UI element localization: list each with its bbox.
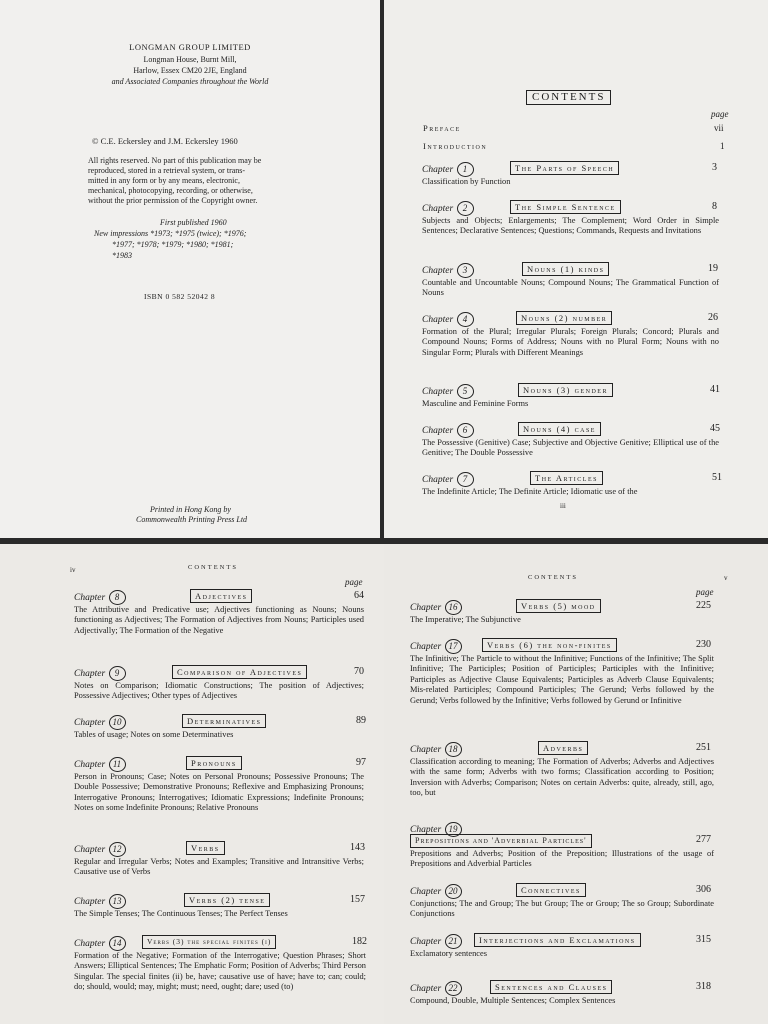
chapter-page: 89 [356, 715, 366, 726]
chapter-page: 251 [696, 742, 711, 753]
chapter-title: Adjectives [190, 589, 252, 603]
running-head: CONTENTS [188, 564, 238, 571]
chapter-number: 14 [109, 936, 126, 951]
chapter-description: Countable and Uncountable Nouns; Compound Nouns; The Grammatical Function of Nouns [422, 278, 719, 298]
chapter-description: Exclamatory sentences [410, 949, 487, 958]
publisher-address-3: and Associated Companies throughout the World [111, 77, 269, 86]
impressions-line-3: *1983 [112, 251, 132, 260]
chapter-description: The Imperative; The Subjunctive [410, 615, 521, 624]
chapter-title: Determinatives [182, 714, 266, 728]
page-column-label: page [696, 587, 714, 597]
chapter-page: 315 [696, 934, 711, 945]
chapter-page: 318 [696, 981, 711, 992]
chapter-description: Formation of the Negative; Formation of the Interrogative; Question Phrases; Short Answers; Elliptical Sentences; The Emphatic Form; Position of Adverbs; Third Person Singular. The special finites (ii) be, have; causative use of have; have to; can; could; do; should, would; may, might; must; need, ought; dare; used (to) [74, 951, 366, 992]
chapter-number: 22 [445, 981, 462, 996]
chapter-title: Nouns (3) gender [518, 383, 613, 397]
chapter-description: Subjects and Objects; Enlargements; The Complement; Word Order in Simple Sentences; Declarative Sentences; Questions; Commands, Requests and Invitations [422, 216, 719, 236]
chapter-page: 225 [696, 600, 711, 611]
chapter-number: 4 [457, 312, 474, 327]
chapter-title: The Articles [530, 471, 603, 485]
running-head: CONTENTS [528, 574, 578, 581]
chapter-title: Pronouns [186, 756, 242, 770]
chapter-title: Sentences and Clauses [490, 980, 612, 994]
chapter-page: 143 [350, 842, 365, 853]
chapter-label: Chapter 4 [422, 312, 474, 327]
chapter-title: Verbs [186, 841, 225, 855]
first-published: First published 1960 [160, 218, 227, 227]
chapter-page: 97 [356, 757, 366, 768]
chapter-description: The Simple Tenses; The Continuous Tenses; The Perfect Tenses [74, 909, 288, 918]
chapter-description: The Possessive (Genitive) Case; Subjective and Objective Genitive; Elliptical use of the Genitive; The Double Possessive [422, 438, 719, 458]
chapter-title: Verbs (5) mood [516, 599, 601, 613]
page-column-label: page [711, 109, 729, 119]
rights-statement [88, 156, 308, 206]
chapter-title: Nouns (1) kinds [522, 262, 609, 276]
chapter-page: 8 [712, 201, 717, 212]
chapter-description: Formation of the Plural; Irregular Plurals; Foreign Plurals; Concord; Plurals and Compound Nouns; Forms of Address; Nouns with no Plural Form; Nouns with no Singular Form; Plurals with Different Meanings [422, 327, 719, 357]
chapter-label: Chapter 11 [74, 757, 126, 772]
chapter-title: Comparison of Adjectives [172, 665, 307, 679]
contents-heading: CONTENTS [526, 90, 611, 105]
preface-entry: Preface [423, 123, 461, 133]
chapter-title: Interjections and Exclamations [474, 933, 641, 947]
chapter-title: Verbs (3) the special finites (i) [142, 935, 276, 949]
copyright-line: © C.E. Eckersley and J.M. Eckersley 1960 [92, 136, 238, 146]
contents-page-v [384, 544, 768, 1024]
chapter-description: Regular and Irregular Verbs; Notes and Examples; Transitive and Intransitive Verbs; Causative use of Verbs [74, 857, 364, 877]
chapter-number: 11 [109, 757, 126, 772]
chapter-title: Nouns (4) case [518, 422, 601, 436]
chapter-title: Connectives [516, 883, 586, 897]
rights-line: All rights reserved. No part of this publication may be [88, 156, 262, 165]
chapter-page: 41 [710, 384, 720, 395]
impressions-line-2: *1977; *1978; *1979; *1980; *1981; [112, 240, 234, 249]
publisher-address-2: Harlow, Essex CM20 2JE, England [133, 66, 247, 75]
chapter-description: Compound, Double, Multiple Sentences; Complex Sentences [410, 996, 616, 1005]
rights-line: mechanical, photocopying, recording, or otherwise, [88, 186, 253, 195]
chapter-page: 277 [696, 834, 711, 845]
chapter-number: 8 [109, 590, 126, 605]
page-folio: iv [70, 566, 76, 574]
chapter-title: Adverbs [538, 741, 588, 755]
chapter-page: 26 [708, 312, 718, 323]
chapter-label: Chapter 9 [74, 666, 126, 681]
chapter-page: 230 [696, 639, 711, 650]
chapter-description: The Indefinite Article; The Definite Article; Idiomatic use of the [422, 487, 638, 496]
chapter-label: Chapter 18 [410, 742, 462, 757]
chapter-number: 2 [457, 201, 474, 216]
chapter-number: 12 [109, 842, 126, 857]
chapter-label: Chapter 19 [410, 822, 462, 837]
chapter-number: 5 [457, 384, 474, 399]
publisher-address-1: Longman House, Burnt Mill, [143, 55, 237, 64]
page-column-label: page [345, 577, 363, 587]
chapter-label: Chapter 1 [422, 162, 474, 177]
chapter-label: Chapter 14 [74, 936, 126, 951]
page-folio: v [724, 574, 728, 582]
chapter-number: 17 [445, 639, 462, 654]
chapter-page: 182 [352, 936, 367, 947]
chapter-title: Verbs (2) tense [184, 893, 270, 907]
chapter-label: Chapter 17 [410, 639, 462, 654]
chapter-label: Chapter 2 [422, 201, 474, 216]
chapter-page: 3 [712, 162, 717, 173]
chapter-title: The Simple Sentence [510, 200, 621, 214]
chapter-title: Nouns (2) number [516, 311, 612, 325]
chapter-description: Prepositions and Adverbs; Position of the Preposition; Illustrations of the usage of Prepositions and Adverbial Particles [410, 849, 714, 869]
chapter-number: 10 [109, 715, 126, 730]
chapter-page: 19 [708, 263, 718, 274]
chapter-description: Conjunctions; The and Group; The but Group; The or Group; The so Group; Subordinate Conjunctions [410, 899, 714, 919]
chapter-label: Chapter 22 [410, 981, 462, 996]
chapter-number: 3 [457, 263, 474, 278]
chapter-number: 9 [109, 666, 126, 681]
rights-line: without the prior permission of the Copyright owner. [88, 196, 258, 205]
chapter-page: 70 [354, 666, 364, 677]
printer-line-2: Commonwealth Printing Press Ltd [136, 515, 248, 524]
chapter-title: Verbs (6) the non-finites [482, 638, 617, 652]
impressions-line-1: New impressions *1973; *1975 (twice); *1976; [94, 229, 247, 238]
chapter-number: 16 [445, 600, 462, 615]
chapter-number: 1 [457, 162, 474, 177]
chapter-label: Chapter 3 [422, 263, 474, 278]
contents-page-iii [384, 0, 768, 538]
chapter-label: Chapter 12 [74, 842, 126, 857]
chapter-number: 20 [445, 884, 462, 899]
chapter-number: 21 [445, 934, 462, 949]
chapter-page: 64 [354, 590, 364, 601]
chapter-label: Chapter 13 [74, 894, 126, 909]
publisher-name: LONGMAN GROUP LIMITED [129, 42, 251, 52]
chapter-page: 51 [712, 472, 722, 483]
chapter-label: Chapter 16 [410, 600, 462, 615]
chapter-number: 13 [109, 894, 126, 909]
chapter-page: 306 [696, 884, 711, 895]
rights-line: reproduced, stored in a retrieval system, or trans- [88, 166, 246, 175]
chapter-number: 18 [445, 742, 462, 757]
introduction-entry: Introduction [423, 141, 488, 151]
chapter-page: 157 [350, 894, 365, 905]
chapter-description: Tables of usage; Notes on some Determinatives [74, 730, 234, 739]
chapter-title: The Parts of Speech [510, 161, 619, 175]
chapter-description: Classification according to meaning; The Formation of Adverbs; Adverbs and Adjectives with the same form; Adverbs with two forms; Classification according to Position; Inversion with Adverbs; Comparison; Notes on certain Adverbs: quite, already, still, ago, too, but [410, 757, 714, 798]
rights-line: mitted in any form or by any means, electronic, [88, 176, 240, 185]
preface-page: vii [714, 123, 724, 133]
printer-line-1: Printed in Hong Kong by [150, 505, 231, 514]
chapter-label: Chapter 7 [422, 472, 474, 487]
chapter-description: The Infinitive; The Particle to without the Infinitive; Functions of the Infinitive; The Split Infinitive; The Participles; Position of Participles; Participles with the Infinitive; Participles as Adjective Clause Equivalents; Participles as Adverb Clause Equivalents; Mis-related Participles; Compound Participles; The Gerund; Verbs followed by the Gerund; Verbs followed by the Infinitive; Verbs followed by Gerund or Infinitive [410, 654, 714, 705]
chapter-label: Chapter 6 [422, 423, 474, 438]
page-folio: iii [560, 502, 566, 510]
chapter-label: Chapter 21 [410, 934, 462, 949]
introduction-page: 1 [720, 141, 725, 151]
chapter-page: 45 [710, 423, 720, 434]
chapter-label: Chapter 5 [422, 384, 474, 399]
isbn: ISBN 0 582 52042 8 [144, 292, 216, 301]
copyright-page [0, 0, 380, 538]
chapter-description: Masculine and Feminine Forms [422, 399, 529, 408]
contents-page-iv [0, 544, 384, 1024]
chapter-number: 19 [445, 822, 462, 837]
chapter-label: Chapter 10 [74, 715, 126, 730]
chapter-description: Notes on Comparison; Idiomatic Constructions; The position of Adjectives; Possessive Adjectives; Other types of Adjectives [74, 681, 364, 701]
chapter-label: Chapter 20 [410, 884, 462, 899]
chapter-title: Prepositions and 'Adverbial Particles' [410, 834, 592, 848]
chapter-label: Chapter 8 [74, 590, 126, 605]
chapter-description: Person in Pronouns; Case; Notes on Personal Pronouns; Possessive Pronouns; The Double Possessive; Demonstrative Pronouns; Reflexive and Emphasizing Pronouns; Interrogative Pronouns; Interrogatives; Idiomatic Expressions; Indefinite Pronouns; Notes on some Indefinite Pronouns; Relative Pronouns [74, 772, 364, 813]
chapter-number: 6 [457, 423, 474, 438]
chapter-description: The Attributive and Predicative use; Adjectives functioning as Nouns; Nouns functioning as Adjectives; The Formation of Adjectives from Nouns; Participles used Adjectivally; The Formation of the Negative [74, 605, 364, 635]
chapter-description: Classification by Function [422, 177, 511, 186]
chapter-number: 7 [457, 472, 474, 487]
